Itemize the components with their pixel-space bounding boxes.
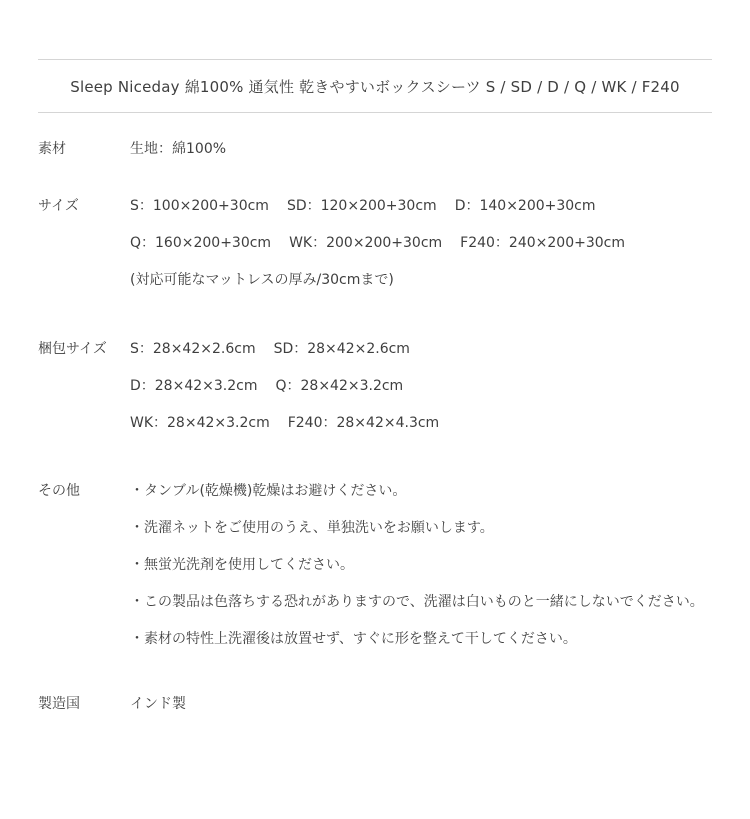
spec-item: 生地：綿100% bbox=[130, 140, 227, 157]
spec-line bbox=[130, 582, 712, 619]
spec-item: WK：200×200+30cm bbox=[289, 234, 443, 251]
spec-item: ・洗濯ネットをご使用のうえ、単独洗いをお願いします。 bbox=[130, 519, 494, 536]
spec-item: S：100×200+30cm bbox=[130, 197, 269, 214]
spec-line bbox=[130, 619, 712, 656]
spec-item: ・この製品は色落ちする恐れがありますので、洗濯は白いものと一緒にしないでください。 bbox=[130, 593, 704, 610]
spec-label: サイズ bbox=[38, 197, 79, 214]
spec-item: Q：28×42×3.2cm bbox=[275, 377, 404, 394]
spec-item: D：28×42×3.2cm bbox=[130, 377, 258, 394]
spec-values bbox=[130, 329, 712, 440]
spec-line bbox=[130, 129, 712, 166]
spec-label: 梱包サイズ bbox=[38, 340, 107, 357]
spec-row-other bbox=[38, 471, 712, 656]
spec-item: D：140×200+30cm bbox=[454, 197, 596, 214]
spec-line bbox=[130, 403, 712, 440]
spec-item: ・無蛍光洗剤を使用してください。 bbox=[130, 556, 354, 573]
spec-line bbox=[130, 329, 712, 366]
spec-item: WK：28×42×3.2cm bbox=[130, 414, 270, 431]
spec-item: ・素材の特性上洗濯後は放置せず、すぐに形を整えて干してください。 bbox=[130, 630, 577, 647]
spec-label: 製造国 bbox=[38, 695, 80, 712]
spec-line bbox=[130, 508, 712, 545]
spec-table bbox=[0, 129, 750, 721]
spec-label: 素材 bbox=[38, 140, 66, 157]
product-title: Sleep Niceday 綿100% 通気性 乾きやすいボックスシーツ S / SD / D / Q / WK / F240 bbox=[70, 77, 680, 96]
spec-row-country bbox=[38, 684, 712, 721]
spec-item: SD：120×200+30cm bbox=[286, 197, 437, 214]
spec-values bbox=[130, 186, 712, 297]
spec-values bbox=[130, 471, 712, 656]
title-divider bbox=[38, 112, 712, 113]
spec-line bbox=[130, 223, 712, 260]
spec-values bbox=[130, 684, 712, 721]
spec-values bbox=[130, 129, 712, 166]
spec-line bbox=[130, 186, 712, 223]
spec-item: F240：28×42×4.3cm bbox=[287, 414, 440, 431]
spec-item: S：28×42×2.6cm bbox=[130, 340, 256, 357]
spec-line bbox=[130, 545, 712, 582]
spec-item: (対応可能なマットレスの厚み/30cmまで) bbox=[130, 271, 394, 288]
product-spec-page bbox=[0, 59, 750, 819]
spec-row-package-size bbox=[38, 329, 712, 440]
spec-header bbox=[0, 60, 750, 112]
spec-item: インド製 bbox=[130, 695, 186, 712]
spec-item: ・タンブル(乾燥機)乾燥はお避けください。 bbox=[130, 482, 407, 499]
spec-line bbox=[130, 366, 712, 403]
spec-label: その他 bbox=[38, 482, 80, 499]
spec-item: Q：160×200+30cm bbox=[130, 234, 272, 251]
spec-row-size bbox=[38, 186, 712, 297]
spec-line bbox=[130, 260, 712, 297]
spec-item: SD：28×42×2.6cm bbox=[273, 340, 410, 357]
spec-row-material bbox=[38, 129, 712, 166]
spec-line bbox=[130, 684, 712, 721]
spec-item: F240：240×200+30cm bbox=[460, 234, 625, 251]
spec-line bbox=[130, 471, 712, 508]
